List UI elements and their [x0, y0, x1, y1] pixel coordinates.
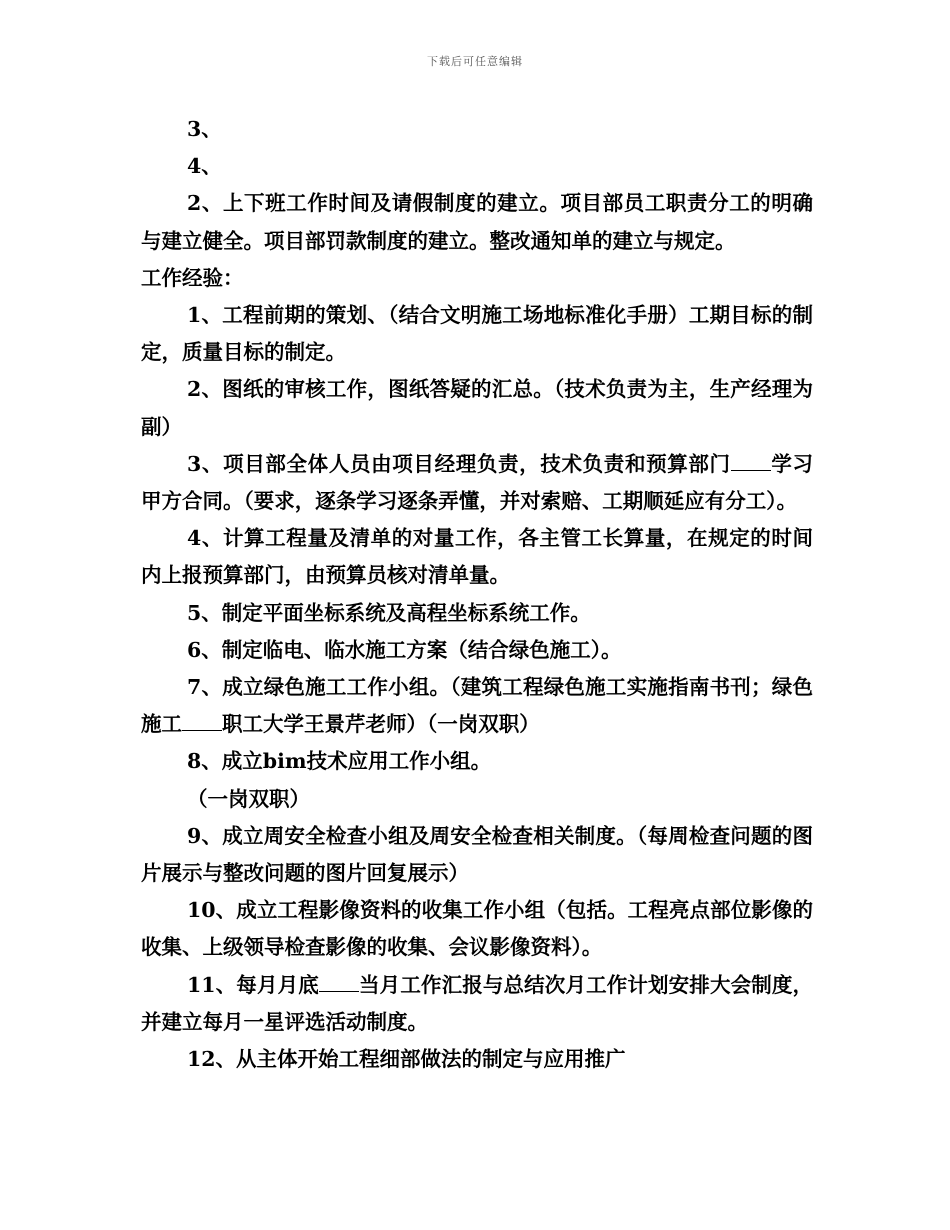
paragraph-experience-8-note: （一岗双职） [187, 786, 310, 811]
paragraph-text: 7、成立绿色施工工作小组。（建筑工程绿色施工实施指南书刊；绿色施工 [141, 675, 813, 737]
paragraph-experience-5: 5、制定平面坐标系统及高程坐标系统工作。 [187, 600, 591, 625]
paragraph-text: 职工大学王景芹老师）（一岗双职） [222, 712, 540, 737]
paragraph-experience-4: 4、计算工程量及清单的对量工作，各主管工长算量，在规定的时间内上报预算部门，由预算员核对清单量。 [141, 526, 813, 588]
paragraph-attendance-rules: 2、上下班工作时间及请假制度的建立。项目部员工职责分工的明确与建立健全。项目部罚款制度的建立。整改通知单的建立与规定。 [141, 191, 813, 253]
section-heading-work-experience: 工作经验： [141, 265, 244, 290]
paragraph-experience-6: 6、制定临电、临水施工方案（结合绿色施工）。 [187, 637, 622, 662]
document-body [141, 111, 813, 1078]
paragraph-experience-11 [141, 967, 813, 1041]
paragraph-experience-3 [141, 446, 813, 520]
paragraph-item-3: 3、 [187, 117, 222, 141]
paragraph-text: 学习甲方合同。（要求，逐条学习逐条弄懂，并对索赔、工期顺延应有分工）。 [141, 451, 814, 514]
paragraph-experience-9: 9、成立周安全检查小组及周安全检查相关制度。（每周检查问题的图片展示与整改问题的图片回复展示） [141, 823, 813, 886]
blank-underline [731, 469, 771, 471]
paragraph-text: 当月工作汇报与总结次月工作计划安排大会制度，并建立每月一星评选活动制度。 [141, 972, 814, 1034]
paragraph-experience-10: 10、成立工程影像资料的收集工作小组（包括。工程亮点部位影像的收集、上级领导检查影像的收集、会议影像资料）。 [141, 898, 813, 960]
blank-underline [319, 990, 359, 992]
paragraph-experience-12: 12、从主体开始工程细部做法的制定与应用推广 [187, 1047, 626, 1072]
page-header: 下载后可任意编辑 [427, 55, 523, 68]
paragraph-experience-2: 2、图纸的审核工作，图纸答疑的汇总。（技术负责为主，生产经理为副） [141, 377, 813, 439]
paragraph-experience-1: 1、工程前期的策划、（结合文明施工场地标准化手册）工期目标的制定，质量目标的制定。 [141, 303, 813, 365]
paragraph-item-4: 4、 [187, 154, 222, 179]
paragraph-text: 3、项目部全体人员由项目经理负责，技术负责和预算部门 [187, 451, 731, 476]
blank-underline [182, 729, 222, 731]
paragraph-experience-8: 8、成立bim技术应用工作小组。 [187, 749, 492, 774]
paragraph-text: 11、每月月底 [187, 972, 319, 997]
paragraph-experience-7 [141, 669, 813, 743]
